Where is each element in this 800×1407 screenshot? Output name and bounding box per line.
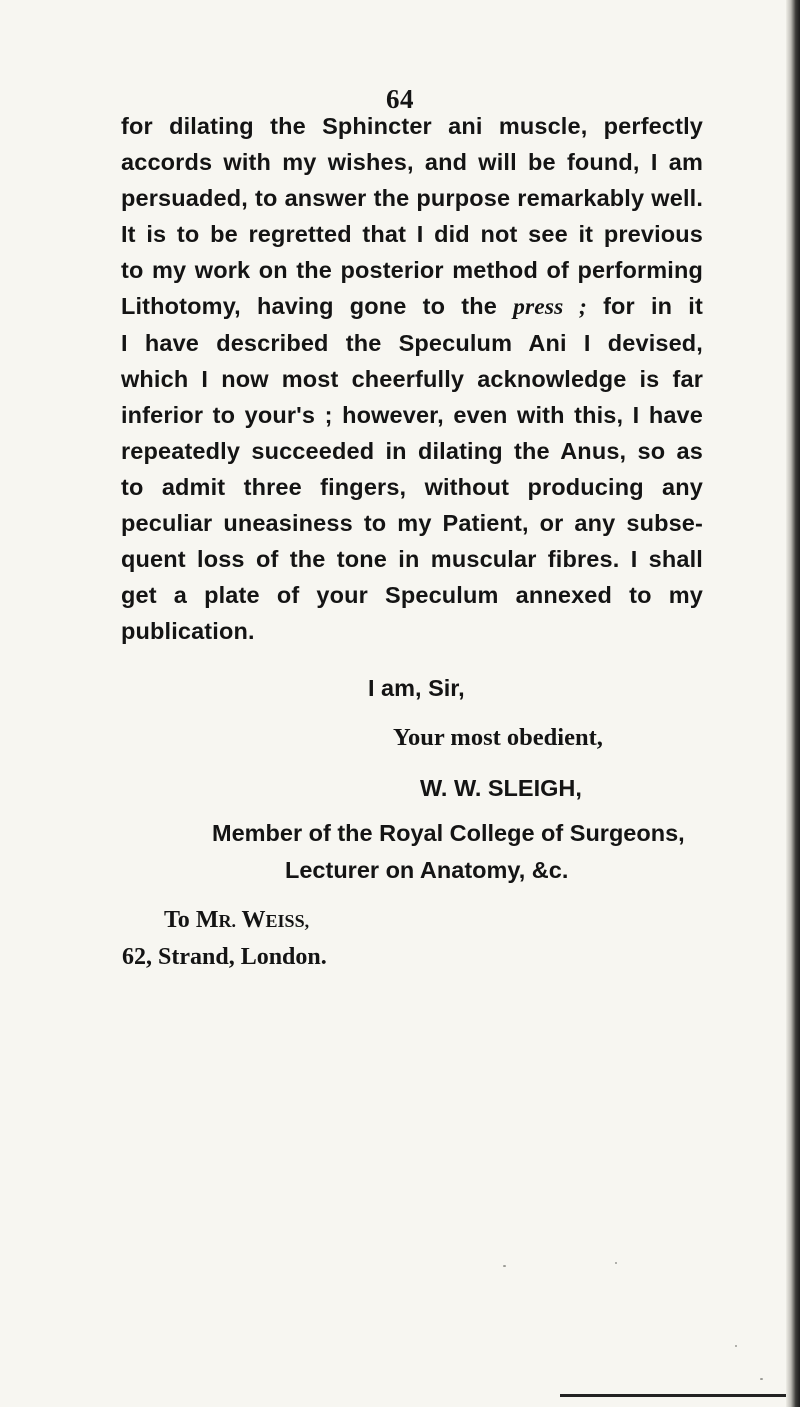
body-line: inferior to your's ; however, even with this, I have xyxy=(121,401,703,428)
credential-line-2: Lecturer on Anatomy, &c. xyxy=(285,857,569,883)
body-line: accords with my wishes, and will be found, I am xyxy=(121,149,703,176)
body-line: to admit three fingers, without producing any xyxy=(121,473,703,500)
page-number: 64 xyxy=(386,84,414,114)
body-line-end: for in it xyxy=(603,293,703,320)
body-line: publication. xyxy=(121,618,255,645)
addressee-street: 62, Strand, London. xyxy=(122,944,327,970)
body-line: persuaded, to answer the purpose remarkably well. xyxy=(121,185,703,212)
page-binding-edge xyxy=(786,0,800,1407)
addressee-line xyxy=(164,905,309,936)
addressee-prefix: To xyxy=(164,907,190,933)
italic-press: press ; xyxy=(513,294,587,321)
paper-speck xyxy=(760,1378,763,1380)
salutation: I am, Sir, xyxy=(368,675,465,701)
body-line-start: Lithotomy, having gone to the xyxy=(121,293,497,320)
body-line: get a plate of your Speculum annexed to my xyxy=(121,582,703,609)
page-bottom-shadow xyxy=(560,1394,800,1397)
body-line: I have described the Speculum Ani I devised, xyxy=(121,329,703,356)
signature: W. W. SLEIGH, xyxy=(420,775,582,801)
addressee-title-rest: R. xyxy=(218,911,236,931)
body-line: to my work on the posterior method of performing xyxy=(121,257,703,284)
paper-speck xyxy=(503,1265,506,1267)
body-line: quent loss of the tone in muscular fibres. I shall xyxy=(121,546,703,573)
body-line: peculiar uneasiness to my Patient, or any subse- xyxy=(121,510,703,537)
body-line: It is to be regretted that I did not see it previous xyxy=(121,221,703,248)
body-line-with-italic xyxy=(121,288,703,324)
body-line: repeatedly succeeded in dilating the Anus, so as xyxy=(121,437,703,464)
body-line: which I now most cheerfully acknowledge is far xyxy=(121,365,703,392)
letter-body xyxy=(121,108,703,649)
body-line: for dilating the Sphincter ani muscle, perfectly xyxy=(121,113,703,139)
paper-speck xyxy=(615,1262,617,1264)
valediction: Your most obedient, xyxy=(393,724,603,751)
addressee-name-rest: EISS, xyxy=(265,911,310,931)
paper-speck xyxy=(735,1345,737,1347)
addressee-name-initial: W xyxy=(241,907,266,933)
addressee-title-initial: M xyxy=(195,907,219,933)
credential-line-1: Member of the Royal College of Surgeons, xyxy=(212,820,685,846)
